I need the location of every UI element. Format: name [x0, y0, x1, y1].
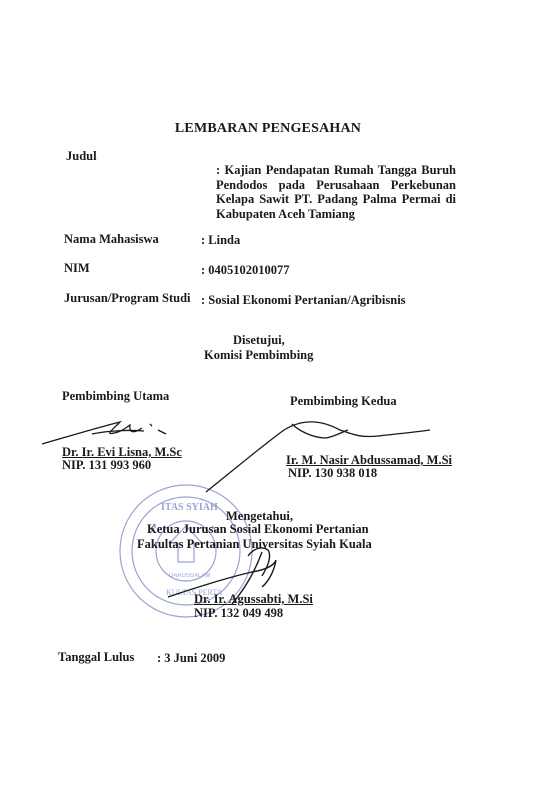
jurusan-label: Jurusan/Program Studi	[64, 291, 191, 305]
nama-value: : Linda	[201, 233, 241, 247]
advisor1-nip: NIP. 131 993 960	[62, 458, 152, 472]
advisor2-role: Pembimbing Kedua	[290, 394, 397, 408]
head-nip: NIP. 132 049 498	[194, 606, 284, 620]
head-position-line2: Fakultas Pertanian Universitas Syiah Kuala	[137, 537, 372, 551]
approved-text: Disetujui,	[233, 333, 285, 347]
nama-label: Nama Mahasiswa	[64, 232, 159, 246]
jurusan-value: : Sosial Ekonomi Pertanian/Agribisnis	[201, 293, 406, 307]
advisor1-name: Dr. Ir. Evi Lisna, M.Sc	[62, 445, 182, 459]
signature-advisor1	[42, 422, 166, 444]
nim-value: : 0405102010077	[201, 263, 290, 277]
page-title: LEMBARAN PENGESAHAN	[174, 121, 362, 136]
graduation-date: : 3 Juni 2009	[157, 651, 226, 665]
nim-label: NIM	[64, 261, 90, 275]
acknowledged-text: Mengetahui,	[226, 509, 294, 523]
advisor2-name: Ir. M. Nasir Abdussamad, M.Si	[286, 453, 453, 467]
svg-text:DARUSSALAM: DARUSSALAM	[169, 573, 211, 579]
judul-value: : Kajian Pendapatan Rumah Tangga Buruh Pendodos pada Perusahaan Perkebunan Kelapa Sawit PT. Padang Palma Permai di Kabupaten Aceh Tamiang	[216, 163, 456, 221]
stamp-lettering: ITAS SYIAH	[161, 502, 218, 513]
svg-text:KULTAS PERTA: KULTAS PERTA	[166, 588, 223, 597]
head-name: Dr. Ir. Agussabti, M.Si	[194, 592, 313, 606]
advisor1-role: Pembimbing Utama	[62, 389, 170, 403]
advisor2-nip: NIP. 130 938 018	[288, 466, 378, 480]
judul-label: Judul	[66, 149, 97, 163]
graduation-label: Tanggal Lulus	[58, 650, 135, 664]
committee-text: Komisi Pembimbing	[204, 348, 314, 362]
head-position-line1: Ketua Jurusan Sosial Ekonomi Pertanian	[147, 522, 369, 536]
